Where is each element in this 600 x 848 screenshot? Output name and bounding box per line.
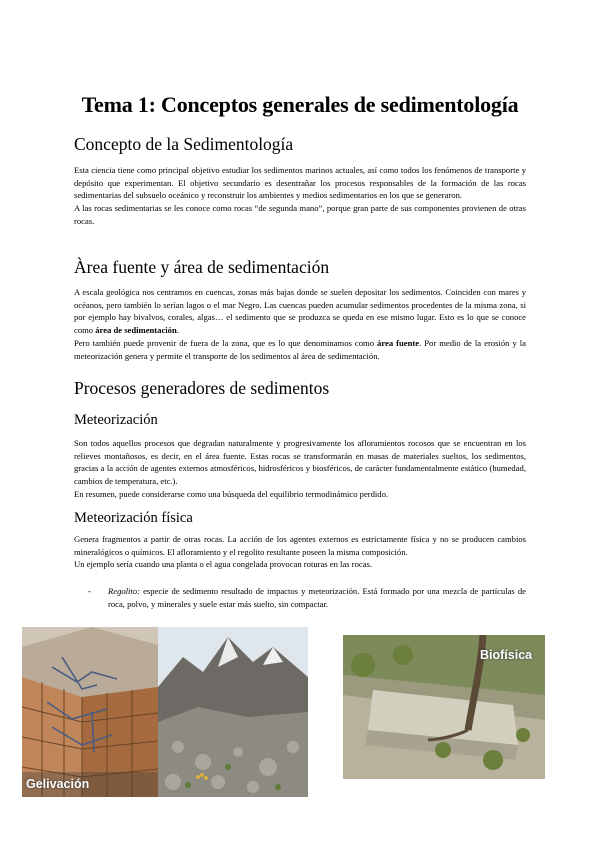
subsection-heading-meteorizacion-fisica: Meteorización física bbox=[74, 510, 193, 526]
bullet-dash: - bbox=[88, 586, 91, 596]
paragraph: A las rocas sedimentarias se les conoce como rocas “de segunda mano”, porque gran parte de sus componentes provienen de otras rocas. bbox=[74, 203, 526, 226]
italic-term: Regolito: bbox=[108, 586, 140, 596]
paragraph bbox=[74, 337, 526, 362]
text-run: A escala geológica nos centramos en cuencas, zonas más bajas donde se suelen depositar los sedimentos. Coinciden con mares y océanos, pero también lo serían lagos o el mar Negro. Las cuencas pueden acumular sedimentos procedentes de la misma zona, si por ejemplo hay bivalvos, corales, algas… el sedimento que se produzca se queda en ese mismo lugar. Esto es lo que se conoce como bbox=[74, 287, 526, 336]
gelivacion-diagram-image bbox=[22, 627, 158, 797]
paragraph: Son todos aquellos procesos que degradan naturalmente y progresivamente los afloramientos rocosos que se encuentran en los relieves montañosos, es decir, en el área fuente. Estas rocas se transformarán en masas de materiales sueltos, los sedimentos, gracias a la acción de agentes externos atmosféricos, hidrosféricos y biosféricos, de carácter fundamentalmente estático (humedad, cambios de temperatura, etc.). bbox=[74, 438, 526, 487]
rock-block-illustration bbox=[22, 627, 158, 797]
subsection-meteorizacion-fisica-body bbox=[74, 533, 526, 571]
section-heading-concepto: Concepto de la Sedimentología bbox=[74, 134, 294, 154]
text-run: Pero también puede provenir de fuera de la zona, que es lo que denominamos como bbox=[74, 337, 374, 348]
subsection-heading-meteorizacion: Meteorización bbox=[74, 412, 158, 428]
bullet-item-regolito bbox=[88, 585, 526, 610]
subsection-meteorizacion-body bbox=[74, 437, 526, 501]
bullet-text bbox=[108, 585, 526, 610]
bold-term: área fuente bbox=[377, 337, 420, 348]
biofisica-photo bbox=[343, 635, 545, 779]
mountain-photo bbox=[158, 627, 308, 797]
section-area-fuente-body bbox=[74, 286, 526, 362]
section-heading-procesos: Procesos generadores de sedimentos bbox=[74, 378, 330, 398]
paragraph: Esta ciencia tiene como principal objetivo estudiar los sedimentos marinos actuales, así como todos los fenómenos de transporte y depósito que experimentan. El objetivo secundario es desentrañar los procesos responsables de la formación de las rocas sedimentarias del subsuelo oceánico y reconstruir los ambientes y medios sedimentarios en los que se generaron. bbox=[74, 165, 526, 201]
section-concepto-body bbox=[74, 164, 526, 228]
mountain-scree-illustration bbox=[158, 627, 308, 797]
text-run: . Por medio de la erosión y la meteorización genera y permite el transporte de los sedimentos al área de sedimentación. bbox=[74, 337, 526, 361]
section-heading-area-fuente: Àrea fuente y área de sedimentación bbox=[74, 257, 330, 277]
page-title: Tema 1: Conceptos generales de sedimentología bbox=[81, 92, 519, 117]
paragraph: Genera fragmentos a partir de otras rocas. La acción de los agentes externos es estrictamente física y no se producen cambios mineralógicos o químicos. El afloramiento y el regolito resultante poseen la misma composición. bbox=[74, 534, 526, 557]
paragraph: Un ejemplo sería cuando una planta o el agua congelada provocan roturas en las rocas. bbox=[74, 559, 373, 570]
paragraph bbox=[74, 286, 526, 337]
gelivacion-label: Gelivación bbox=[26, 777, 90, 791]
text-run: . bbox=[176, 325, 179, 336]
text-run: especie de sedimento resultado de impactos y meteorización. Está formado por una mezcla de partículas de roca, polvo, y minerales y suele estar más suelto, sin compactar. bbox=[108, 586, 526, 609]
paragraph: En resumen, puede considerarse como una búsqueda del equilibrio termodinámico perdido. bbox=[74, 488, 389, 499]
biofisica-label: Biofísica bbox=[480, 648, 533, 662]
bold-term: área de sedimentación bbox=[95, 325, 177, 336]
